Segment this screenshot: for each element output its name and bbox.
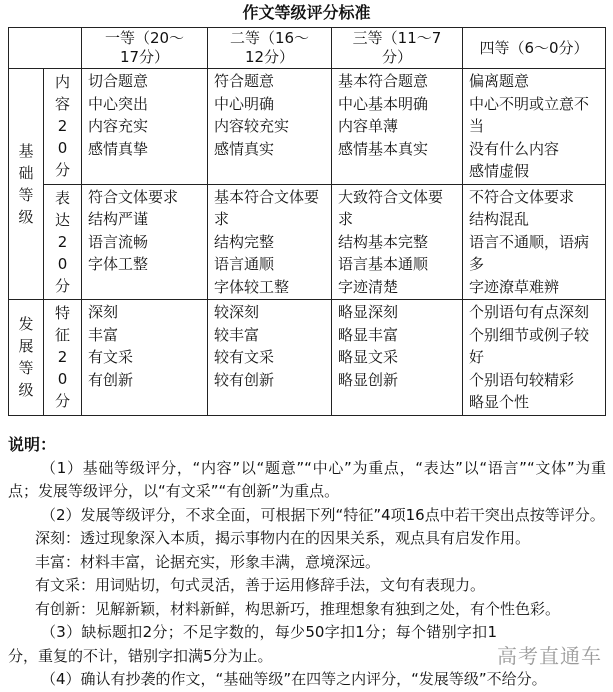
cell: 较深刻 较丰富 较有文采 较有创新 <box>208 300 332 416</box>
cell: 略显深刻 略显丰富 略显文采 略显创新 <box>332 300 463 416</box>
group-development: 发展等级 <box>9 300 44 416</box>
table-row-features <box>9 300 606 416</box>
cell: 深刻 丰富 有文采 有创新 <box>82 300 208 416</box>
header-grade-2: 二等（16～12分） <box>208 28 332 69</box>
page-title: 作文等级评分标准 <box>242 3 371 22</box>
header-grade-1: 一等（20～17分） <box>82 28 208 69</box>
notes-title: 说明： <box>8 434 57 454</box>
cell: 符合题意 中心明确 内容较充实 感情真实 <box>208 69 332 185</box>
cell: 大致符合文体要求 结构基本完整 语言基本通顺 字迹清楚 <box>332 184 463 300</box>
cell: 偏离题意 中心不明或立意不当 没有什么内容 感情虚假 <box>463 69 606 185</box>
note-4: （4）确认有抄袭的作文，“基础等级”在四等之内评分，“发展等级”不给分。 <box>41 670 547 688</box>
cell: 不符合文体要求 结构混乱 语言不通顺，语病多 字迹潦草难辨 <box>463 184 606 300</box>
row-label-expression: 表达20分 <box>44 184 82 300</box>
grading-table <box>8 27 606 416</box>
header-grade-3: 三等（11～7分） <box>332 28 463 69</box>
cell: 切合题意 中心突出 内容充实 感情真挚 <box>82 69 208 185</box>
watermark: 高考直通车 <box>497 643 602 668</box>
group-basic: 基础等级 <box>9 69 44 300</box>
note-1: （1）基础等级评分，“内容”以“题意”“中心”为重点，“表达”以“语言”“文体”为重点；发展等级评分，以“有文采”“有创新”为重点。 <box>8 458 606 500</box>
definition-deep: 深刻：透过现象深入本质，揭示事物内在的因果关系，观点具有启发作用。 <box>35 529 531 547</box>
definition-rich: 丰富：材料丰富，论据充实，形象丰满，意境深远。 <box>35 552 381 571</box>
row-label-content: 内容20分 <box>44 69 82 185</box>
table-row-expression <box>9 184 606 300</box>
header-grade-4: 四等（6～0分） <box>463 28 606 69</box>
header-row <box>9 28 606 69</box>
note-3: （3）缺标题扣2分；不足字数的，每少50字扣1分；每个错别字扣1分，重复的不计，错别字扣满5分为止。 <box>8 623 497 665</box>
row-label-features: 特征20分 <box>44 300 82 416</box>
cell: 基本符合文体要求 结构完整 语言通顺 字体较工整 <box>208 184 332 300</box>
note-2: （2）发展等级评分，不求全面，可根据下列“特征”4项16点中若干突出点按等评分。 <box>41 505 605 524</box>
note-3-block <box>8 621 606 668</box>
corner-cell <box>9 28 82 69</box>
definition-literary: 有文采：用词贴切，句式灵活，善于运用修辞手法，文句有表现力。 <box>35 576 486 594</box>
notes-section <box>8 433 606 692</box>
table-row-content <box>9 69 606 185</box>
cell: 符合文体要求 结构严谨 语言流畅 字体工整 <box>82 184 208 300</box>
definition-innovative: 有创新：见解新颖，材料新鲜，构思新巧，推理想象有独到之处，有个性色彩。 <box>35 599 561 618</box>
cell: 基本符合题意 中心基本明确 内容单薄 感情基本真实 <box>332 69 463 185</box>
page-content <box>8 27 606 692</box>
cell: 个别语句有点深刻 个别细节或例子较好 个别语句较精彩 略显个性 <box>463 300 606 416</box>
